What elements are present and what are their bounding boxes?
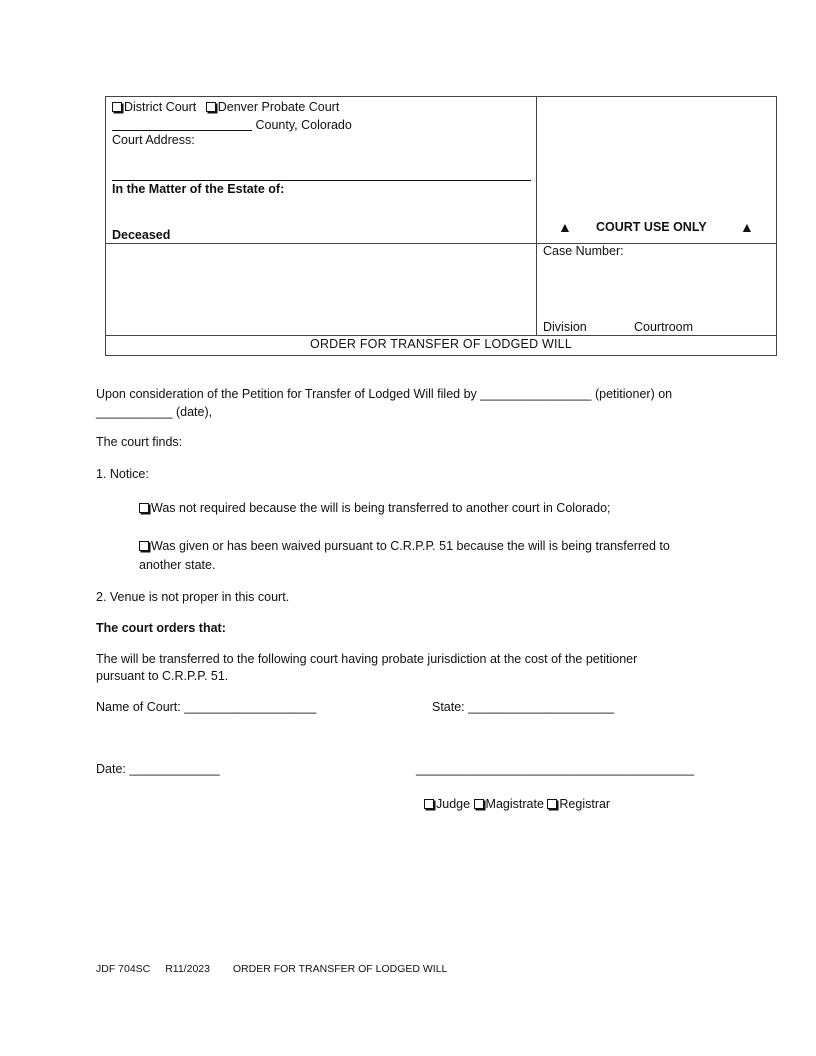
checkbox-icon xyxy=(206,102,216,112)
checkbox-icon xyxy=(424,799,434,809)
notice-option-not-required[interactable]: Was not required because the will is being transferred to another court in Colorado; xyxy=(139,501,611,515)
checkbox-icon xyxy=(139,541,149,551)
date-field: Date: _____________ xyxy=(96,762,220,776)
orders-heading: The court orders that: xyxy=(96,621,226,635)
state-field: State: _____________________ xyxy=(432,700,615,714)
court-address-line[interactable] xyxy=(112,180,531,181)
name-of-court-field: Name of Court: ___________________ xyxy=(96,700,317,714)
state-blank[interactable]: _____________________ xyxy=(468,700,615,714)
notice-heading: 1. Notice: xyxy=(96,467,149,481)
magistrate-checkbox[interactable]: Magistrate xyxy=(474,797,544,811)
intro-paragraph: Upon consideration of the Petition for Transfer of Lodged Will filed by ________________ (petitioner) on xyxy=(96,387,673,401)
checkbox-icon xyxy=(474,799,484,809)
court-use-only-label: COURT USE ONLY xyxy=(596,220,707,234)
venue-finding: 2. Venue is not proper in this court. xyxy=(96,590,290,604)
deceased-label: Deceased xyxy=(112,228,171,242)
notice-option-given-waived-line2: another state. xyxy=(139,558,216,572)
name-of-court-blank[interactable]: ___________________ xyxy=(184,700,317,714)
orders-text-line2: pursuant to C.R.P.P. 51. xyxy=(96,669,229,683)
court-address-label: Court Address: xyxy=(112,133,195,147)
denver-probate-court-checkbox[interactable]: Denver Probate Court xyxy=(206,100,340,114)
footer xyxy=(96,963,447,975)
checkbox-icon xyxy=(139,503,149,513)
signer-role-options xyxy=(424,797,610,811)
footer-form-name: ORDER FOR TRANSFER OF LODGED WILL xyxy=(232,963,448,975)
judge-checkbox[interactable]: Judge xyxy=(424,797,470,811)
checkbox-icon xyxy=(547,799,557,809)
division-label: Division xyxy=(543,320,587,334)
triangle-right-icon: ▲ xyxy=(740,219,754,235)
signature-line[interactable]: ________________________________________ xyxy=(416,762,695,776)
courtroom-label: Courtroom xyxy=(634,320,694,334)
registrar-checkbox[interactable]: Registrar xyxy=(547,797,610,811)
notice-option-given-waived[interactable]: Was given or has been waived pursuant to C.R.P.P. 51 because the will is being transferred to xyxy=(139,539,670,553)
date-filed-blank[interactable]: ___________ xyxy=(96,405,173,419)
estate-label: In the Matter of the Estate of: xyxy=(112,182,285,196)
footer-revision: R11/2023 xyxy=(165,963,210,975)
petitioner-blank[interactable]: ________________ xyxy=(480,387,592,401)
triangle-left-icon: ▲ xyxy=(558,219,572,235)
footer-form-number: JDF 704SC xyxy=(96,963,151,975)
orders-text-line1: The will be transferred to the following court having probate jurisdiction at the cost of the petitioner xyxy=(96,652,638,666)
date-blank[interactable]: _____________ xyxy=(129,762,220,776)
county-blank[interactable] xyxy=(112,118,252,131)
county-line: County, Colorado xyxy=(112,118,352,132)
district-court-checkbox[interactable]: District Court xyxy=(112,100,196,114)
caption-divider-2 xyxy=(106,335,776,336)
caption-vertical-divider xyxy=(536,97,537,336)
court-finds-label: The court finds: xyxy=(96,435,183,449)
form-title: ORDER FOR TRANSFER OF LODGED WILL xyxy=(310,337,572,351)
intro-paragraph-line2: ___________ (date), xyxy=(96,405,213,419)
court-type-options xyxy=(112,100,339,114)
case-number-label: Case Number: xyxy=(543,244,624,258)
checkbox-icon xyxy=(112,102,122,112)
caption-divider-1 xyxy=(106,243,776,244)
